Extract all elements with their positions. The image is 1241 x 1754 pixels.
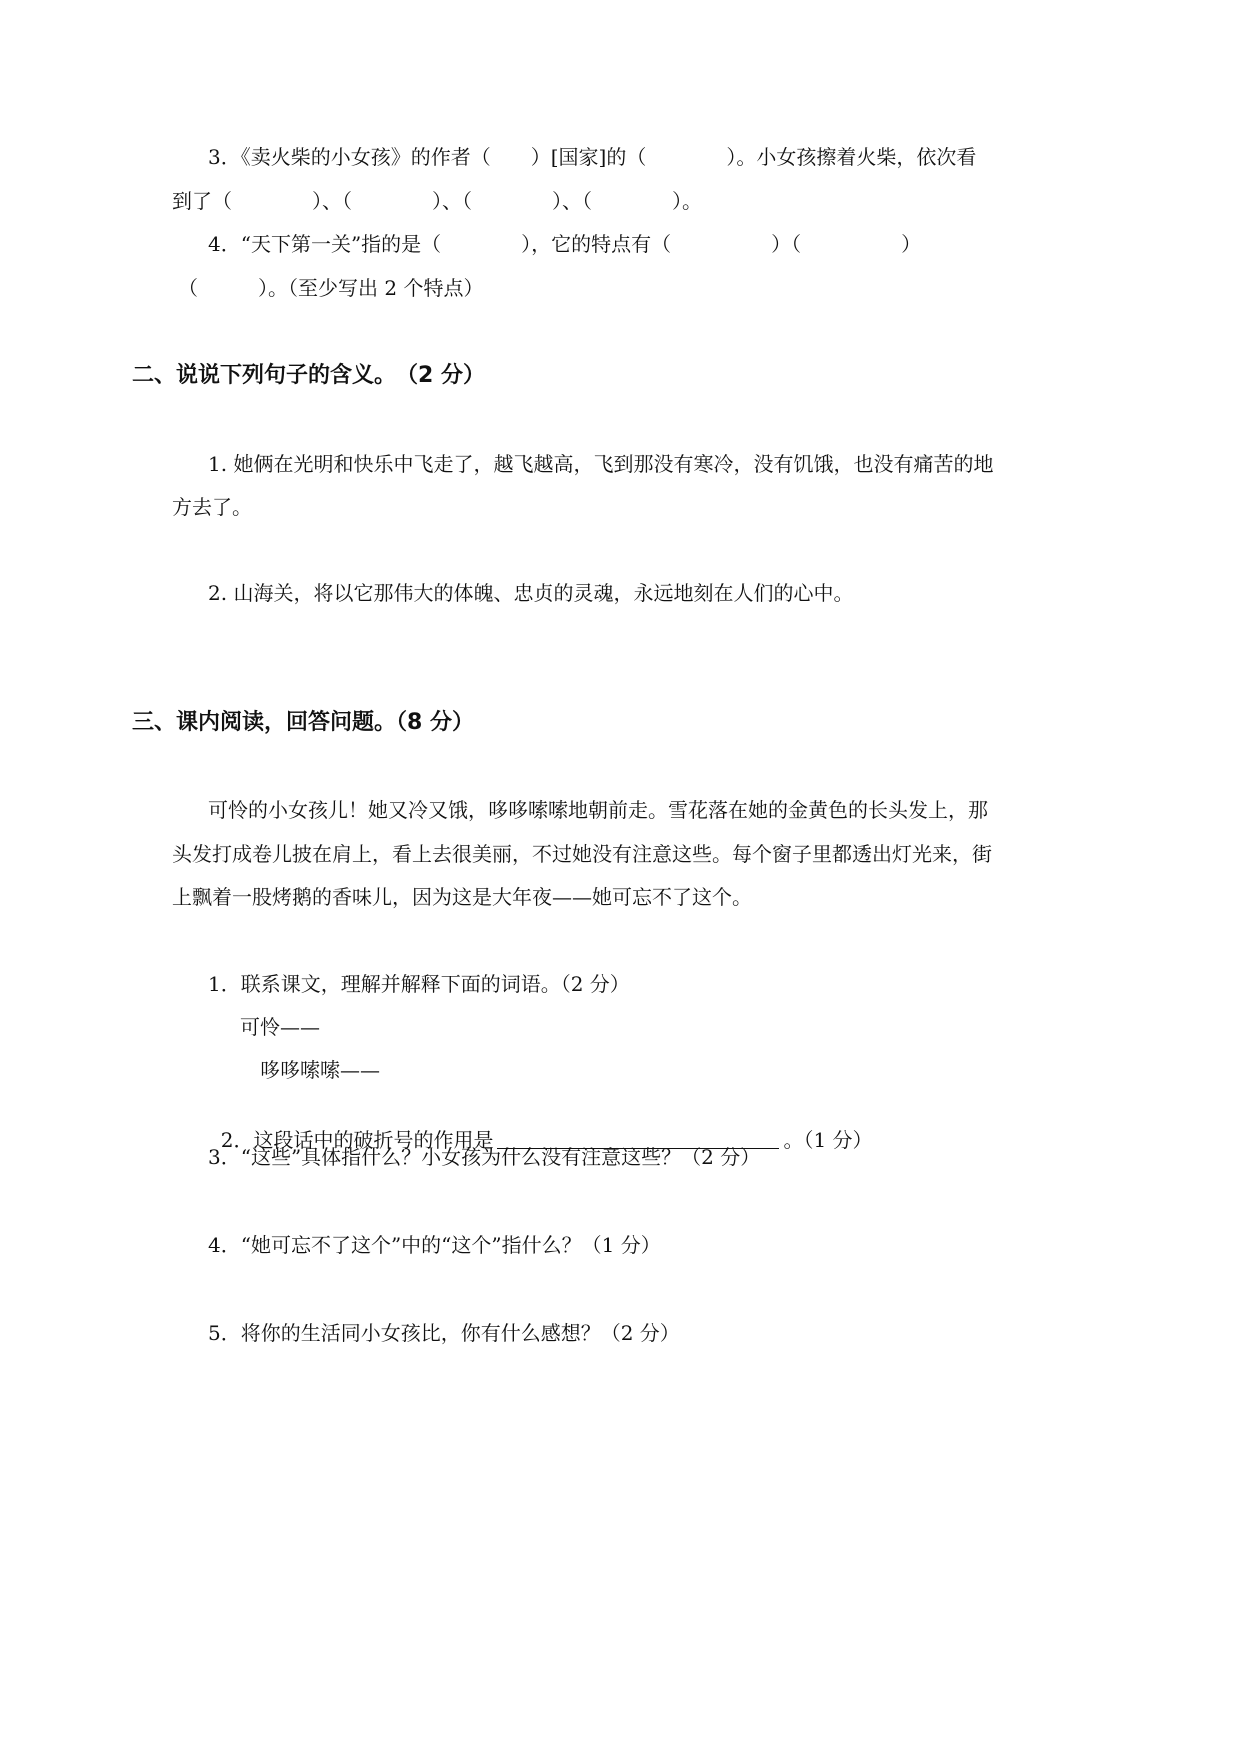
question-3-line-1: 3．《卖火柴的小女孩》的作者（ ）[国家]的（ ）。小女孩擦着火柴，依次看 xyxy=(208,145,977,169)
passage-line-1: 可怜的小女孩儿！她又冷又饿，哆哆嗦嗦地朝前走。雪花落在她的金黄色的长头发上，那 xyxy=(208,798,988,822)
question-4-line-2: （ ）。（至少写出 2 个特点） xyxy=(178,276,484,300)
passage-line-3: 上飘着一股烤鹅的香味儿，因为这是大年夜——她可忘不了这个。 xyxy=(172,885,752,909)
reading-question-4: 4．“她可忘不了这个”中的“这个”指什么？（1 分） xyxy=(208,1233,661,1257)
section-2-heading: 二、说说下列句子的含义。 （2 分） xyxy=(132,363,485,388)
section-3-heading: 三、课内阅读，回答问题。（8 分） xyxy=(132,710,474,735)
reading-question-1: 1．联系课文，理解并解释下面的词语。（2 分） xyxy=(208,972,630,996)
reading-question-3: 3．“这些”具体指什么？小女孩为什么没有注意这些？（2 分） xyxy=(208,1145,761,1169)
sentence-2: 2. 山海关，将以它那伟大的体魄、忠贞的灵魂，永远地刻在人们的心中。 xyxy=(208,581,854,605)
question-2-prefix: 2．这段话中的破折号的作用是 xyxy=(220,1128,494,1152)
word-duoduosuosuo: 哆哆嗦嗦—— xyxy=(260,1058,380,1082)
question-2-suffix: 。（1 分） xyxy=(783,1128,873,1152)
sentence-1-line-1: 1. 她俩在光明和快乐中飞走了，越飞越高，飞到那没有寒冷，没有饥饿，也没有痛苦的地 xyxy=(208,452,994,476)
sentence-1-line-2: 方去了。 xyxy=(172,495,252,519)
passage-line-2: 头发打成卷儿披在肩上，看上去很美丽，不过她没有注意这些。每个窗子里都透出灯光来，街 xyxy=(172,842,992,866)
question-3-line-2: 到了（ ）、（ ）、（ ）、（ ）。 xyxy=(172,189,702,213)
reading-question-5: 5．将你的生活同小女孩比，你有什么感想？（2 分） xyxy=(208,1321,680,1345)
question-4-line-1: 4．“天下第一关”指的是（ ），它的特点有（ ）（ ） xyxy=(208,232,922,256)
word-keliang: 可怜—— xyxy=(240,1015,320,1039)
